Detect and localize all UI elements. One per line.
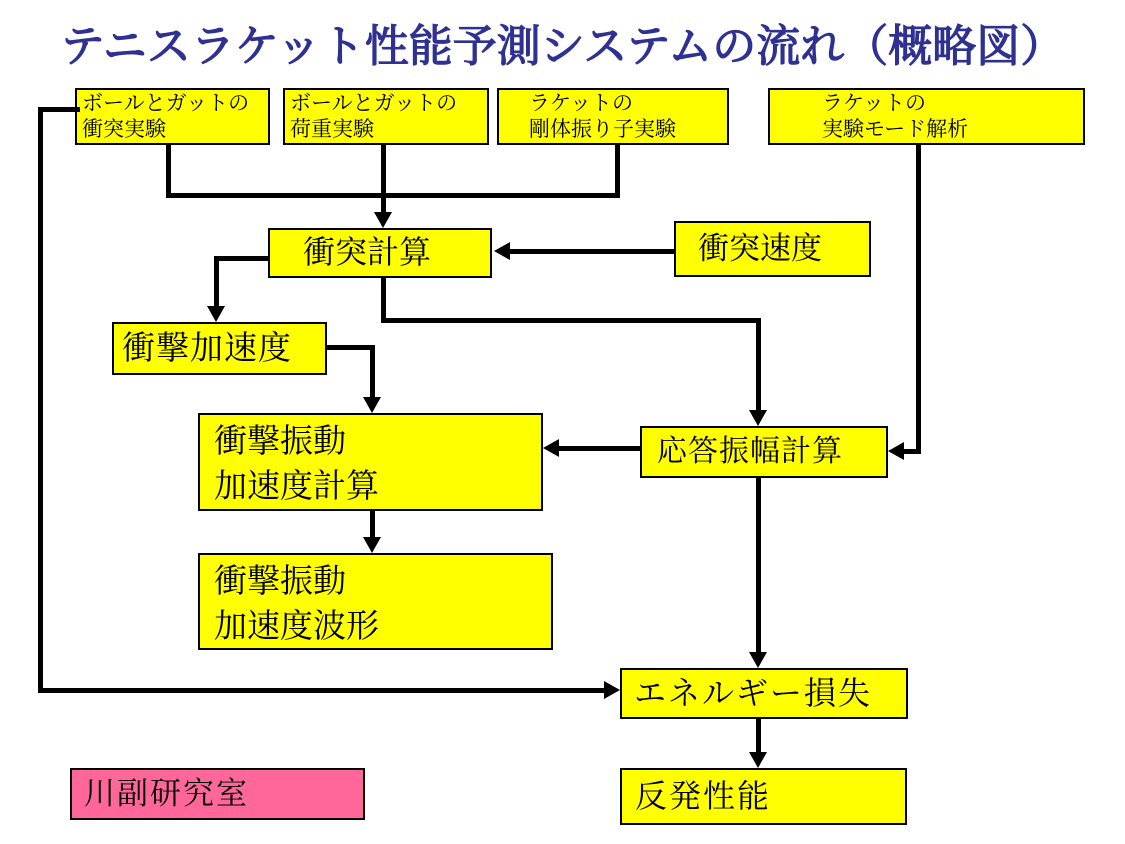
- node-ball-gut-collision-experiment: [75, 88, 270, 145]
- arrow-head-into-collision-calc-top: [374, 212, 392, 228]
- node-racket-rigid-pendulum-experiment: [497, 88, 729, 145]
- connector-response-to-energy-v: [756, 478, 761, 654]
- node-ball-gut-load-experiment: [283, 88, 489, 145]
- node-response-amplitude-calculation: 応答振幅計算: [640, 426, 888, 478]
- node-label-line1: ボールとガットの: [82, 92, 250, 115]
- connector-energy-to-rebound-v: [756, 719, 761, 754]
- node-label-line1: 衝撃振動: [214, 422, 346, 459]
- node-label-line1: ラケットの: [529, 92, 633, 115]
- diagram-title: テニスラケット性能予測システムの流れ（概略図）: [60, 22, 1065, 71]
- connector-load-exp-to-collision-calc-v: [381, 145, 386, 212]
- connector-impact-accel-right-h: [327, 345, 375, 350]
- connector-calc-to-impact-accel-h: [214, 256, 270, 261]
- arrow-head-into-vib-calc-right: [543, 439, 559, 457]
- connector-calc-to-response-h: [381, 318, 761, 323]
- connector-calc-to-response-v: [756, 318, 761, 412]
- node-impact-vibration-acceleration-calculation: [198, 413, 543, 511]
- connector-velocity-to-calc-h: [510, 249, 674, 254]
- arrow-head-into-energy-loss-top: [749, 652, 767, 668]
- connector-vib-calc-to-waveform-v: [370, 511, 375, 539]
- node-racket-experimental-modal-analysis: [768, 88, 1085, 145]
- connector-collision-exp-down-v: [166, 145, 171, 195]
- connector-calc-bottom-v: [381, 278, 386, 323]
- connector-impact-accel-down-v: [370, 345, 375, 399]
- connector-feedback-bottom-h: [38, 688, 604, 693]
- node-label-line2: 荷重実験: [290, 118, 374, 141]
- node-label-line2: 剛体振り子実験: [529, 118, 676, 141]
- arrow-head-into-vib-calc-top: [363, 397, 381, 413]
- connector-calc-to-impact-accel-v: [214, 256, 219, 308]
- node-label-line2: 加速度波形: [214, 607, 379, 644]
- arrow-head-into-waveform-top: [363, 537, 381, 553]
- node-label-line2: 加速度計算: [214, 467, 379, 504]
- node-label-line1: 衝撃振動: [214, 562, 346, 599]
- node-label-line1: ラケットの: [822, 92, 926, 115]
- node-label-line2: 衝突実験: [82, 118, 166, 141]
- connector-top-bus-h: [166, 193, 620, 198]
- node-rebound-performance: 反発性能: [620, 768, 907, 825]
- connector-collision-exp-left-h: [38, 107, 80, 112]
- arrow-head-into-energy-loss-left: [604, 681, 620, 699]
- arrow-head-into-rebound-top: [749, 752, 767, 768]
- node-impact-acceleration: 衝撃加速度: [112, 322, 327, 375]
- arrow-head-into-collision-calc-right: [494, 242, 510, 260]
- node-label-line2: 実験モード解析: [822, 118, 969, 141]
- connector-feedback-left-v: [38, 107, 43, 693]
- connector-modal-to-response-h: [902, 449, 921, 454]
- node-collision-calculation: 衝突計算: [268, 228, 492, 278]
- connector-modal-down-v: [916, 145, 921, 452]
- node-kawazoe-laboratory: 川副研究室: [70, 768, 365, 820]
- node-collision-velocity: 衝突速度: [674, 221, 871, 277]
- arrow-head-into-response-amp-top: [749, 410, 767, 426]
- node-energy-loss: エネルギー損失: [620, 668, 908, 719]
- arrow-head-into-response-amp-right: [888, 442, 904, 460]
- connector-response-to-vib-calc-h: [559, 446, 640, 451]
- arrow-head-into-impact-accel-top: [207, 306, 225, 322]
- node-label-line1: ボールとガットの: [290, 92, 458, 115]
- node-impact-vibration-acceleration-waveform: [198, 553, 553, 650]
- connector-pendulum-exp-down-v: [615, 145, 620, 195]
